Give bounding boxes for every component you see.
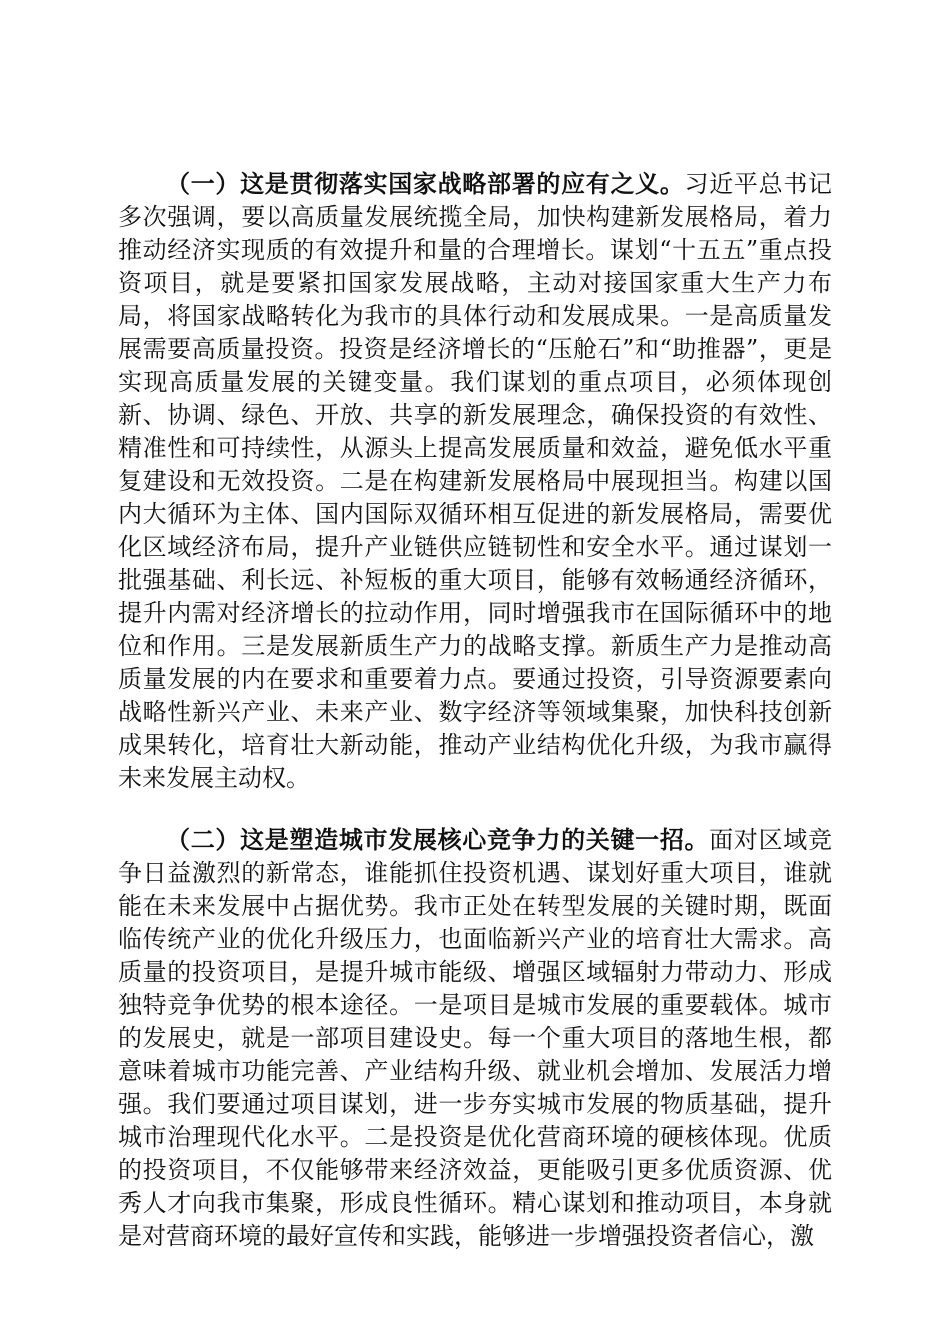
paragraph-2 — [118, 824, 832, 1253]
paragraph-2-body: 面对区域竞争日益激烈的新常态，谁能抓住投资机遇、谋划好重大项目，谁就能在未来发展中占据优势。我市正处在转型发展的关键时期，既面临传统产业的优化升级压力，也面临新兴产业的培育壮大需求。高质量的投资项目，是提升城市能级、增强区域辐射力带动力、形成独特竞争优势的根本途径。一是项目是城市发展的重要载体。城市的发展史，就是一部项目建设史。每一个重大项目的落地生根，都意味着城市功能完善、产业结构升级、就业机会增加、发展活力增强。我们要通过项目谋划，进一步夯实城市发展的物质基础，提升城市治理现代化水平。二是投资是优化营商环境的硬核体现。优质的投资项目，不仅能够带来经济效益，更能吸引更多优质资源、优秀人才向我市集聚，形成良性循环。精心谋划和推动项目，本身就是对营商环境的最好宣传和实践，能够进一步增强投资者信心，激 — [118, 826, 833, 1250]
paragraph-1-heading: （一）这是贯彻落实国家战略部署的应有之义。 — [166, 170, 685, 198]
document-page — [118, 168, 832, 1282]
paragraph-1 — [118, 168, 832, 795]
paragraph-1-body: 习近平总书记多次强调，要以高质量发展统揽全局，加快构建新发展格局，着力推动经济实现质的有效提升和量的合理增长。谋划“十五五”重点投资项目，就是要紧扣国家发展战略，主动对接国家重大生产力布局，将国家战略转化为我市的具体行动和发展成果。一是高质量发展需要高质量投资。投资是经济增长的“压舱石”和“助推器”，更是实现高质量发展的关键变量。我们谋划的重点项目，必须体现创新、协调、绿色、开放、共享的新发展理念，确保投资的有效性、精准性和可持续性，从源头上提高发展质量和效益，避免低水平重复建设和无效投资。二是在构建新发展格局中展现担当。构建以国内大循环为主体、国内国际双循环相互促进的新发展格局，需要优化区域经济布局，提升产业链供应链韧性和安全水平。通过谋划一批强基础、利长远、补短板的重大项目，能够有效畅通经济循环，提升内需对经济增长的拉动作用，同时增强我市在国际循环中的地位和作用。三是发展新质生产力的战略支撑。新质生产力是推动高质量发展的内在要求和重要着力点。要通过投资，引导资源要素向战略性新兴产业、未来产业、数字经济等领域集聚，加快科技创新成果转化，培育壮大新动能，推动产业结构优化升级，为我市赢得未来发展主动权。 — [118, 170, 833, 792]
paragraph-2-heading: （二）这是塑造城市发展核心竞争力的关键一招。 — [166, 826, 710, 854]
